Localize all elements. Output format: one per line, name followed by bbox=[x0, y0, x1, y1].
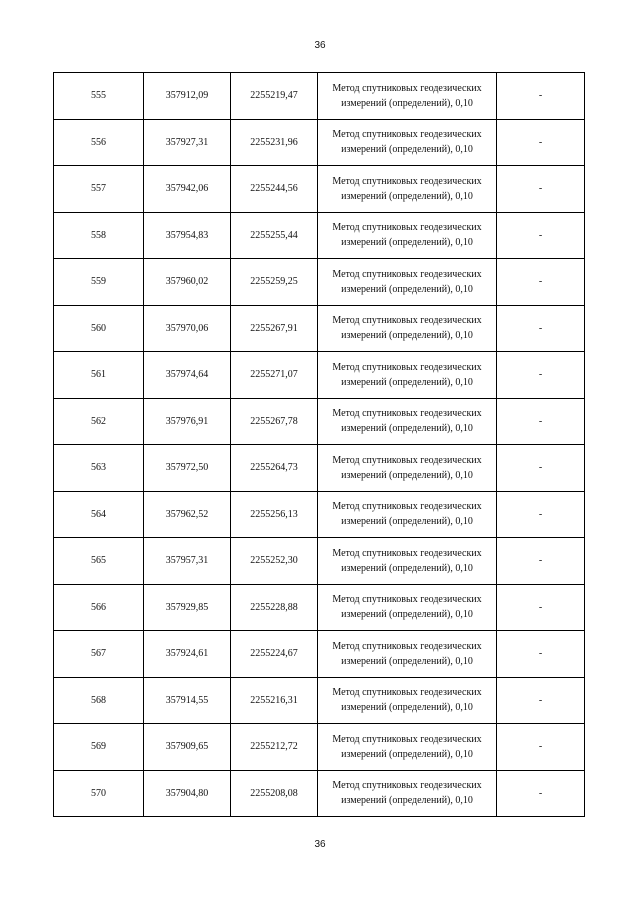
x-coordinate-cell: 357912,09 bbox=[144, 73, 231, 120]
table-row bbox=[54, 538, 585, 585]
y-coordinate-cell: 2255256,13 bbox=[231, 491, 318, 538]
method-cell: Метод спутниковых геодезических измерений (определений), 0,10 bbox=[318, 398, 497, 445]
x-coordinate-cell: 357924,61 bbox=[144, 631, 231, 678]
y-coordinate-cell: 2255219,47 bbox=[231, 73, 318, 120]
point-number-cell: 561 bbox=[54, 352, 144, 399]
y-coordinate-cell: 2255208,08 bbox=[231, 770, 318, 817]
point-number-cell: 564 bbox=[54, 491, 144, 538]
point-number-cell: 565 bbox=[54, 538, 144, 585]
point-number-cell: 556 bbox=[54, 119, 144, 166]
table-row bbox=[54, 631, 585, 678]
point-number-cell: 557 bbox=[54, 166, 144, 213]
x-coordinate-cell: 357914,55 bbox=[144, 677, 231, 724]
x-coordinate-cell: 357927,31 bbox=[144, 119, 231, 166]
x-coordinate-cell: 357929,85 bbox=[144, 584, 231, 631]
y-coordinate-cell: 2255264,73 bbox=[231, 445, 318, 492]
note-cell: - bbox=[497, 770, 585, 817]
table-row bbox=[54, 770, 585, 817]
y-coordinate-cell: 2255271,07 bbox=[231, 352, 318, 399]
note-cell: - bbox=[497, 166, 585, 213]
point-number-cell: 560 bbox=[54, 305, 144, 352]
table-row bbox=[54, 259, 585, 306]
method-cell: Метод спутниковых геодезических измерений (определений), 0,10 bbox=[318, 631, 497, 678]
method-cell: Метод спутниковых геодезических измерений (определений), 0,10 bbox=[318, 305, 497, 352]
y-coordinate-cell: 2255231,96 bbox=[231, 119, 318, 166]
y-coordinate-cell: 2255267,78 bbox=[231, 398, 318, 445]
table-row bbox=[54, 445, 585, 492]
table-row bbox=[54, 73, 585, 120]
note-cell: - bbox=[497, 305, 585, 352]
x-coordinate-cell: 357954,83 bbox=[144, 212, 231, 259]
y-coordinate-cell: 2255212,72 bbox=[231, 724, 318, 771]
method-cell: Метод спутниковых геодезических измерений (определений), 0,10 bbox=[318, 538, 497, 585]
method-cell: Метод спутниковых геодезических измерений (определений), 0,10 bbox=[318, 770, 497, 817]
note-cell: - bbox=[497, 677, 585, 724]
x-coordinate-cell: 357970,06 bbox=[144, 305, 231, 352]
note-cell: - bbox=[497, 119, 585, 166]
note-cell: - bbox=[497, 73, 585, 120]
x-coordinate-cell: 357942,06 bbox=[144, 166, 231, 213]
method-cell: Метод спутниковых геодезических измерений (определений), 0,10 bbox=[318, 445, 497, 492]
point-number-cell: 558 bbox=[54, 212, 144, 259]
note-cell: - bbox=[497, 724, 585, 771]
point-number-cell: 559 bbox=[54, 259, 144, 306]
note-cell: - bbox=[497, 538, 585, 585]
y-coordinate-cell: 2255259,25 bbox=[231, 259, 318, 306]
method-cell: Метод спутниковых геодезических измерений (определений), 0,10 bbox=[318, 677, 497, 724]
x-coordinate-cell: 357957,31 bbox=[144, 538, 231, 585]
x-coordinate-cell: 357960,02 bbox=[144, 259, 231, 306]
note-cell: - bbox=[497, 445, 585, 492]
y-coordinate-cell: 2255228,88 bbox=[231, 584, 318, 631]
table-row bbox=[54, 584, 585, 631]
page-number-footer: 36 bbox=[314, 839, 326, 850]
y-coordinate-cell: 2255244,56 bbox=[231, 166, 318, 213]
point-number-cell: 555 bbox=[54, 73, 144, 120]
table-row bbox=[54, 212, 585, 259]
method-cell: Метод спутниковых геодезических измерений (определений), 0,10 bbox=[318, 724, 497, 771]
method-cell: Метод спутниковых геодезических измерений (определений), 0,10 bbox=[318, 259, 497, 306]
note-cell: - bbox=[497, 212, 585, 259]
point-number-cell: 569 bbox=[54, 724, 144, 771]
table-body bbox=[54, 73, 585, 817]
table-row bbox=[54, 398, 585, 445]
point-number-cell: 562 bbox=[54, 398, 144, 445]
x-coordinate-cell: 357962,52 bbox=[144, 491, 231, 538]
method-cell: Метод спутниковых геодезических измерений (определений), 0,10 bbox=[318, 584, 497, 631]
table-row bbox=[54, 677, 585, 724]
point-number-cell: 567 bbox=[54, 631, 144, 678]
y-coordinate-cell: 2255255,44 bbox=[231, 212, 318, 259]
note-cell: - bbox=[497, 259, 585, 306]
point-number-cell: 563 bbox=[54, 445, 144, 492]
method-cell: Метод спутниковых геодезических измерений (определений), 0,10 bbox=[318, 119, 497, 166]
page-number-header: 36 bbox=[314, 40, 326, 51]
method-cell: Метод спутниковых геодезических измерений (определений), 0,10 bbox=[318, 212, 497, 259]
x-coordinate-cell: 357904,80 bbox=[144, 770, 231, 817]
table-row bbox=[54, 305, 585, 352]
y-coordinate-cell: 2255216,31 bbox=[231, 677, 318, 724]
x-coordinate-cell: 357909,65 bbox=[144, 724, 231, 771]
method-cell: Метод спутниковых геодезических измерений (определений), 0,10 bbox=[318, 166, 497, 213]
point-number-cell: 566 bbox=[54, 584, 144, 631]
table-row bbox=[54, 724, 585, 771]
note-cell: - bbox=[497, 352, 585, 399]
y-coordinate-cell: 2255224,67 bbox=[231, 631, 318, 678]
note-cell: - bbox=[497, 491, 585, 538]
coordinates-table bbox=[53, 72, 585, 817]
y-coordinate-cell: 2255267,91 bbox=[231, 305, 318, 352]
note-cell: - bbox=[497, 398, 585, 445]
method-cell: Метод спутниковых геодезических измерений (определений), 0,10 bbox=[318, 491, 497, 538]
x-coordinate-cell: 357972,50 bbox=[144, 445, 231, 492]
table-row bbox=[54, 119, 585, 166]
table-row bbox=[54, 491, 585, 538]
x-coordinate-cell: 357976,91 bbox=[144, 398, 231, 445]
method-cell: Метод спутниковых геодезических измерений (определений), 0,10 bbox=[318, 352, 497, 399]
x-coordinate-cell: 357974,64 bbox=[144, 352, 231, 399]
point-number-cell: 568 bbox=[54, 677, 144, 724]
note-cell: - bbox=[497, 631, 585, 678]
y-coordinate-cell: 2255252,30 bbox=[231, 538, 318, 585]
note-cell: - bbox=[497, 584, 585, 631]
method-cell: Метод спутниковых геодезических измерений (определений), 0,10 bbox=[318, 73, 497, 120]
table-row bbox=[54, 166, 585, 213]
table-row bbox=[54, 352, 585, 399]
point-number-cell: 570 bbox=[54, 770, 144, 817]
